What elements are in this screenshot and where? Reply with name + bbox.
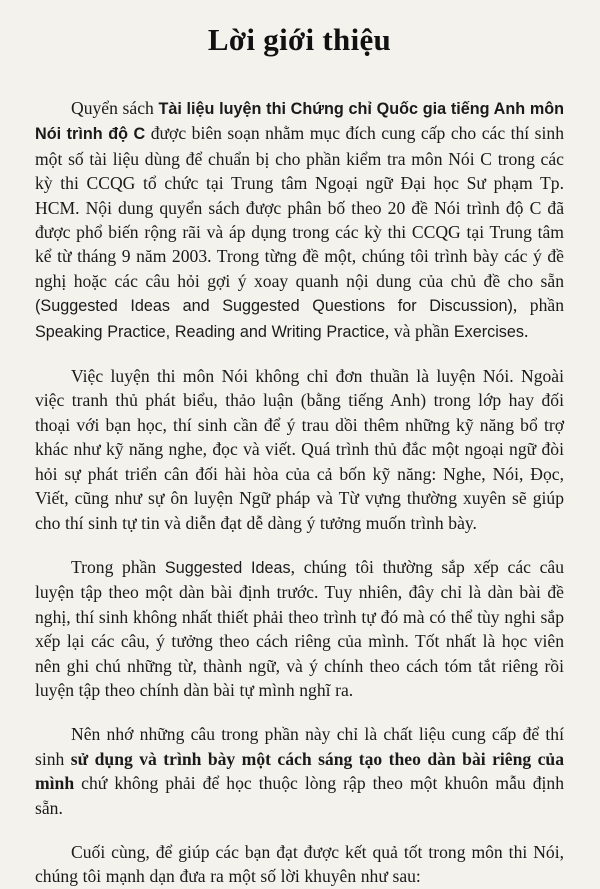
paragraph-skills: Việc luyện thi môn Nói không chỉ đơn thuần là luyện Nói. Ngoài việc tranh thủ phát biểu, thảo luận (bằng tiếng Anh) trong lớp hay đối thoại với bạn học, thí sinh cần để ý trau dồi thêm những kỹ năng bổ trợ khác như kỹ năng nghe, đọc và viết. Quá trình thủ đắc một ngoại ngữ đòi hỏi sự phát triển cân đối hài hòa của cả bốn kỹ năng: Nghe, Nói, Đọc, Viết, cũng như sự ôn luyện Ngữ pháp và Từ vựng thường xuyên sẽ giúp cho thí sinh tự tin và diễn đạt dễ dàng ý tưởng muốn trình bày. [35,366,564,533]
book-title: Tài liệu luyện thi Chứng chỉ Quốc gia tiếng Anh môn Nói trình độ C [35,100,564,144]
paragraph-suggested-ideas [35,555,564,702]
paragraph-intro [35,96,564,344]
p1-end: . [524,320,529,341]
p1-middle: được biên soạn nhằm mục đích cung cấp cho các thí sinh một số tài liệu dùng để chuẩn bị cho phần kiểm tra môn Nói C trong các kỳ thi CCQG tổ chức tại Trung tâm Ngoại ngữ Đại học Sư phạm Tp. HCM. Nội dung quyển sách được phân bố theo 20 đề Nói trình độ C đã được phổ biến rộng rãi và áp dụng trong các kỳ thi CCQG tại Trung tâm kể từ tháng 9 năm 2003. Trong từng đề một, chúng tôi trình bày các ý đề nghị hoặc các câu hỏi gợi ý xoay quanh nội dung của chủ đề cho sẵn [35,123,564,291]
p3-rest: , chúng tôi thường sắp xếp các câu luyện tập theo một dàn bài định trước. Tuy nhiên, đây chỉ là dàn bài đề nghị, thí sinh không nhất thiết phải theo trình tự đó mà có thể tùy nghi sắp xếp lại các câu, ý tưởng theo cách riêng của mình. Tốt nhất là học viên nên ghi chú những từ, thành ngữ, và ý chính theo cách tóm tắt riêng rồi luyện tập theo chính dàn bài tự mình nghĩ ra. [35,556,565,700]
p1-sep1: , phần [512,295,564,316]
paragraph-advice: Cuối cùng, để giúp các bạn đạt được kết quả tốt trong môn thi Nói, chúng tôi mạnh dạn đưa ra một số lời khuyên như sau: [35,841,564,887]
suggested-sections: (Suggested Ideas and Suggested Questions for Discussion) [35,297,513,316]
p1-sep2: , và phần [384,320,454,341]
suggested-ideas-term: Suggested Ideas [164,558,291,577]
p4-emphasis: sử dụng và trình bày một cách sáng tạo theo dàn bài riêng của mình [35,748,564,794]
practice-sections: Speaking Practice, Reading and Writing Practice [35,322,385,341]
p4-start: Nên nhớ những câu trong phần này chỉ là chất liệu cung cấp để thí sinh [35,724,564,769]
p4-end: chứ không phải để học thuộc lòng rập theo một khuôn mẫu định sẵn. [35,773,564,818]
exercises-section: Exercises [453,322,524,341]
p1-start: Quyển sách [71,98,159,118]
paragraph-creative-use [35,722,564,820]
p3-start: Trong phần [71,556,165,577]
page-title: Lời giới thiệu [207,22,392,57]
document-body [35,96,564,889]
